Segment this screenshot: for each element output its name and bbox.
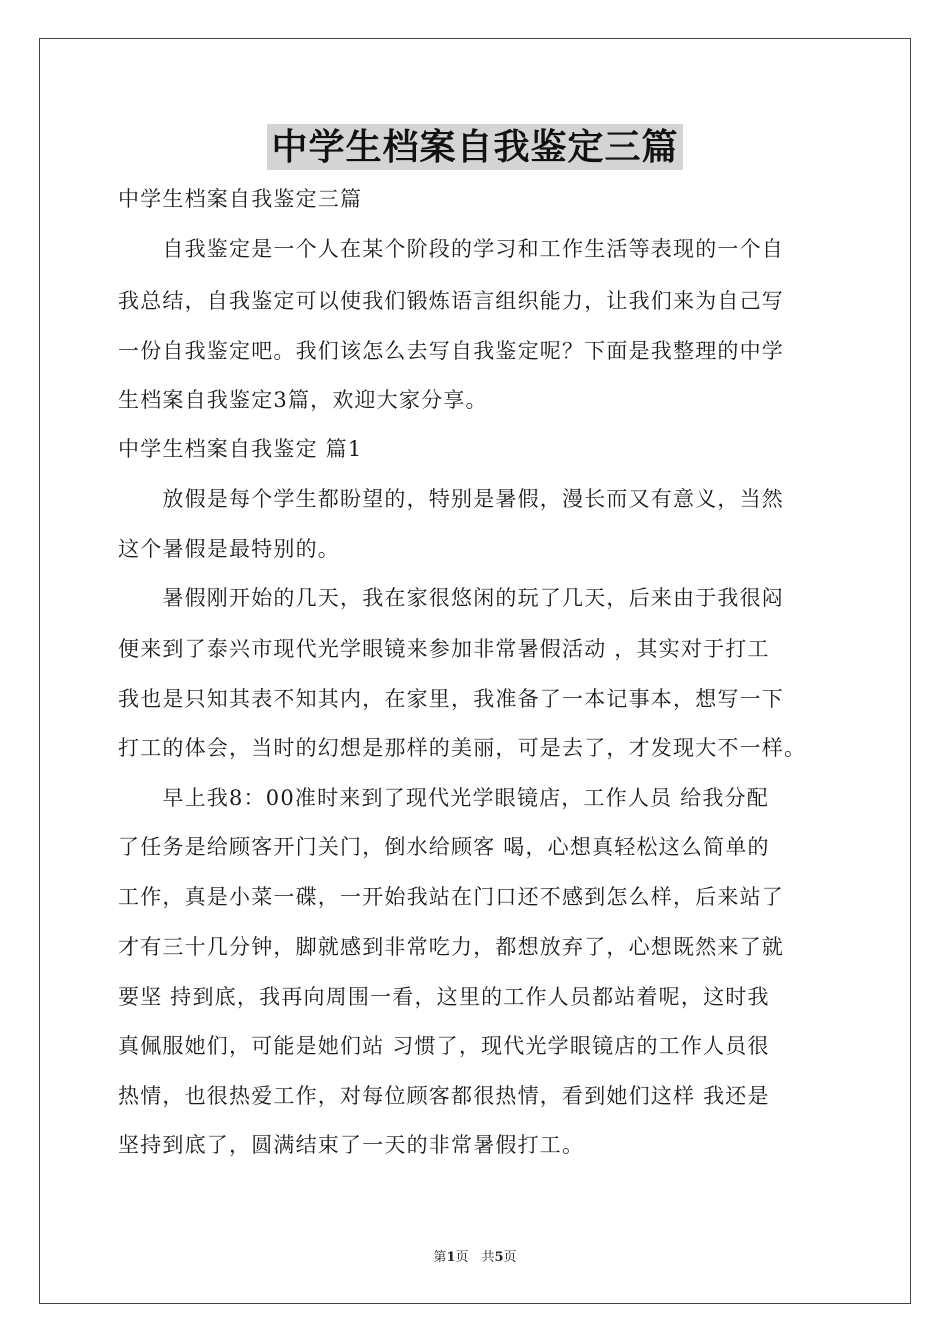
- body-line: 暑假刚开始的几天，我在家很悠闲的玩了几天，后来由于我很闷: [118, 586, 784, 610]
- body-line: 才有三十几分钟，脚就感到非常吃力，都想放弃了，心想既然来了就: [118, 935, 784, 959]
- body-line: 早上我8：00准时来到了现代光学眼镜店，工作人员 给我分配: [118, 786, 769, 810]
- body-line: 一份自我鉴定吧。我们该怎么去写自我鉴定呢？下面是我整理的中学: [118, 339, 784, 363]
- body-line: 这个暑假是最特别的。: [118, 537, 340, 561]
- body-line: 生档案自我鉴定3篇，欢迎大家分享。: [118, 388, 488, 412]
- document-title: 中学生档案自我鉴定三篇: [267, 124, 682, 170]
- body-line: 自我鉴定是一个人在某个阶段的学习和工作生活等表现的一个自: [118, 237, 784, 261]
- section-heading: 中学生档案自我鉴定 篇1: [118, 437, 363, 461]
- body-line: 我总结，自我鉴定可以使我们锻炼语言组织能力，让我们来为自己写: [118, 289, 784, 313]
- footer-page-suffix: 页: [503, 1250, 517, 1265]
- title-container: [0, 124, 950, 170]
- body-line: 放假是每个学生都盼望的，特别是暑假，漫长而又有意义，当然: [118, 487, 784, 511]
- page-footer: [0, 1246, 950, 1265]
- body-line: 真佩服她们，可能是她们站 习惯了，现代光学眼镜店的工作人员很: [118, 1034, 770, 1058]
- footer-page-mid: 页 共: [455, 1250, 495, 1265]
- body-line: 热情，也很热爱工作，对每位顾客都很热情，看到她们这样 我还是: [118, 1084, 770, 1108]
- body-line: 我也是只知其表不知其内，在家里，我准备了一本记事本，想写一下: [118, 687, 784, 711]
- footer-current-page: 1: [446, 1250, 456, 1265]
- body-line: 坚持到底了，圆满结束了一天的非常暑假打工。: [118, 1133, 585, 1157]
- subtitle-line: 中学生档案自我鉴定三篇: [118, 187, 363, 211]
- body-line: 了任务是给顾客开门关门，倒水给顾客 喝，心想真轻松这么简单的: [118, 835, 770, 859]
- body-line: 工作，真是小菜一碟，一开始我站在门口还不感到怎么样，后来站了: [118, 885, 784, 909]
- footer-total-pages: 5: [494, 1250, 504, 1265]
- body-line: 打工的体会，当时的幻想是那样的美丽，可是去了，才发现大不一样。: [118, 736, 807, 760]
- body-line: 要坚 持到底，我再向周围一看，这里的工作人员都站着呢，这时我: [118, 985, 770, 1009]
- page-border: [39, 38, 911, 1304]
- body-line: 便来到了泰兴市现代光学眼镜来参加非常暑假活动 ，其实对于打工: [118, 637, 770, 661]
- footer-page-prefix: 第: [433, 1250, 447, 1265]
